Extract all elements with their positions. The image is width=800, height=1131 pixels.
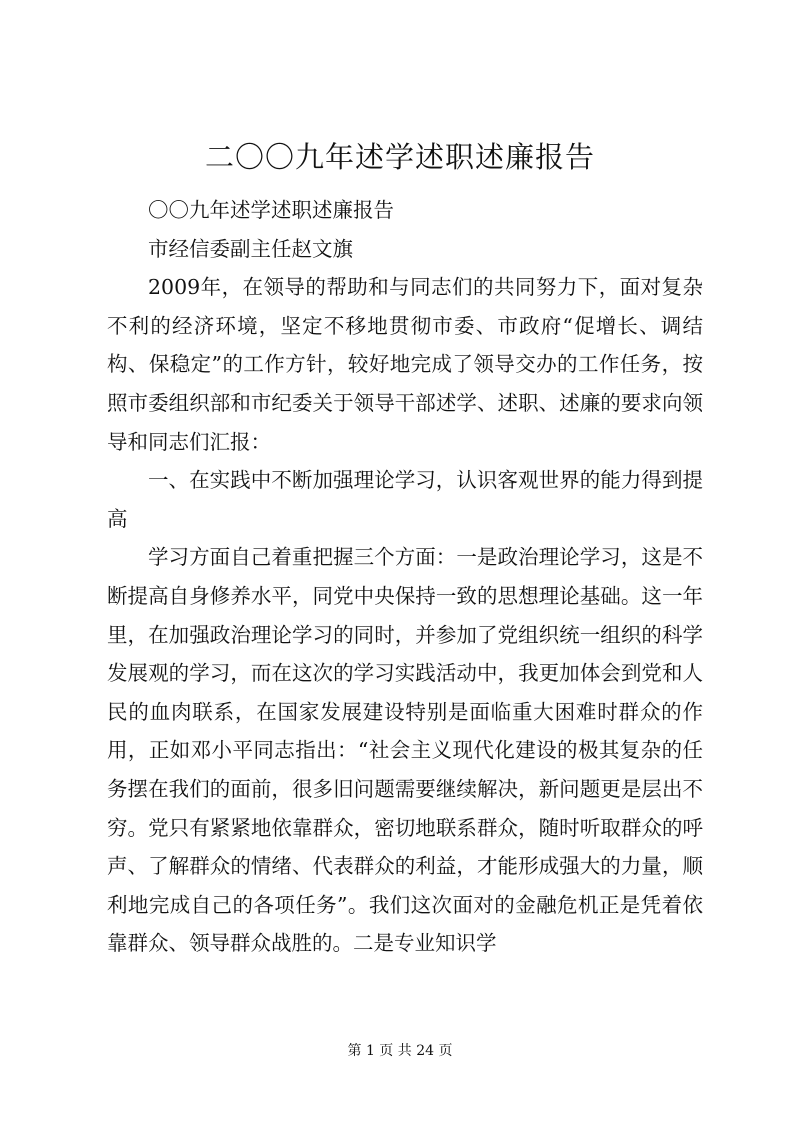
paragraph-intro: 2009年，在领导的帮助和与同志们的共同努力下，面对复杂不利的经济环境，坚定不移地贯彻市委、市政府“促增长、调结构、保稳定”的工作方针，较好地完成了领导交办的工作任务，按照市委组织部和市纪委关于领导干部述学、述职、述廉的要求向领导和同志们汇报： bbox=[107, 275, 703, 454]
paragraph-author: 市经信委副主任赵文旗 bbox=[148, 236, 353, 261]
paragraph-subtitle: 〇〇九年述学述职述廉报告 bbox=[148, 198, 394, 222]
document-body bbox=[107, 191, 703, 963]
document-title: 二〇〇九年述学述职述廉报告 bbox=[204, 140, 595, 174]
page-footer: 第 1 页 共 24 页 bbox=[347, 1043, 453, 1059]
paragraph-body: 学习方面自己着重把握三个方面：一是政治理论学习，这是不断提高自身修养水平，同党中央保持一致的思想理论基础。这一年里，在加强政治理论学习的同时，并参加了党组织统一组织的科学发展观的学习，而在这次的学习实践活动中，我更加体会到党和人民的血肉联系，在国家发展建设特别是面临重大困难时群众的作用，正如邓小平同志指出：“社会主义现代化建设的极其复杂的任务摆在我们的面前，很多旧问题需要继续解决，新问题更是层出不穷。党只有紧紧地依靠群众，密切地联系群众，随时听取群众的呼声、了解群众的情绪、代表群众的利益，才能形成强大的力量，顺利地完成自己的各项任务”。我们这次面对的金融危机正是凭着依靠群众、领导群众战胜的。二是专业知识学 bbox=[107, 545, 703, 956]
paragraph-section-heading: 一、在实践中不断加强理论学习，认识客观世界的能力得到提高 bbox=[107, 468, 703, 531]
